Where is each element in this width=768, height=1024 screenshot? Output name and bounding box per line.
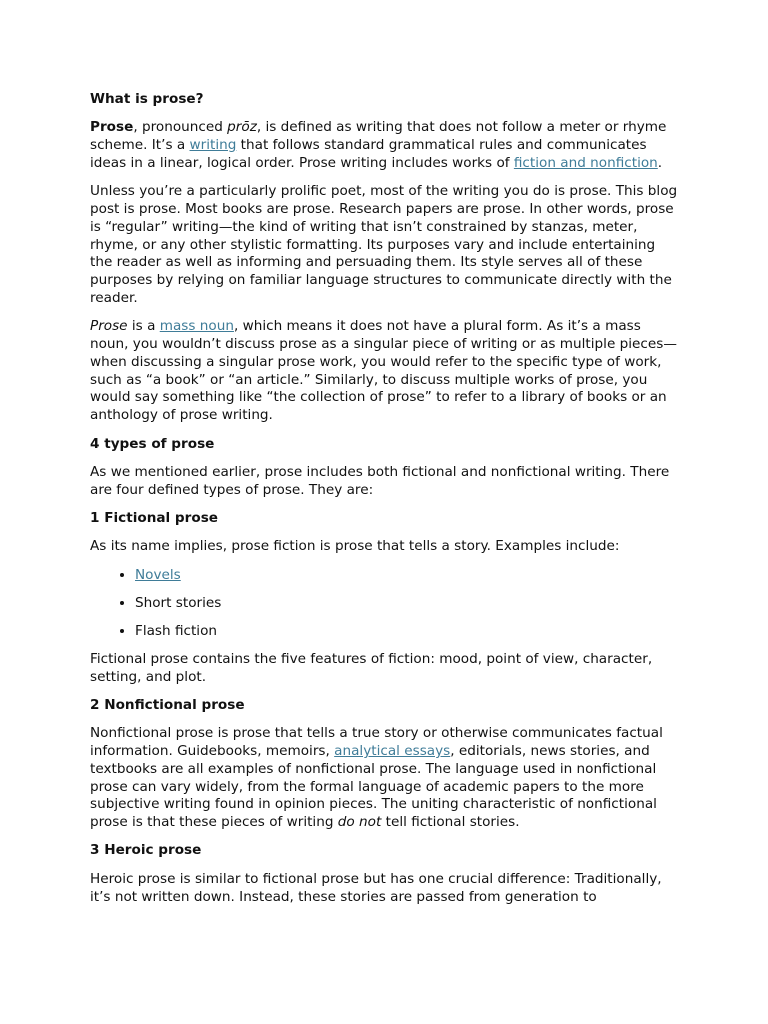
text-run: Nonfictional prose is prose that tells a true story or otherwise communicates factual information. Guidebooks, memoirs, xyxy=(90,725,663,759)
heading-what-is-prose: What is prose? xyxy=(90,91,204,107)
paragraph-regular-writing: Unless you’re a particularly prolific poet, most of the writing you do is prose. This blog post is prose. Most books are prose. Research papers are prose. In other words, prose is “regular” writing—the kind of writing that isn’t constrained by stanzas, meter, rhyme, or any other stylistic formatting. Its purposes vary and include entertaining the reader as well as informing and persuading them. Its style serves all of these purposes by relying on familiar language structures to communicate directly with the reader. xyxy=(90,183,678,306)
emphasis-do-not: do not xyxy=(337,814,382,831)
text-run: that follows standard grammatical rules and communicates ideas in a linear, logical order. Prose writing includes works of xyxy=(90,137,647,171)
paragraph-heroic: Heroic prose is similar to fictional prose but has one crucial difference: Traditionally, it’s not written down. Instead, these stories are passed from generation to xyxy=(90,870,662,905)
text-run: is a xyxy=(127,318,160,335)
paragraph-mass-noun xyxy=(90,318,680,425)
heading-types-of-prose: 4 types of prose xyxy=(90,435,215,452)
article-body xyxy=(90,91,680,917)
heading-nonfictional-prose: 2 Nonfictional prose xyxy=(90,696,245,713)
term-prose-italic: Prose xyxy=(90,318,128,335)
term-prose: Prose xyxy=(90,119,134,136)
link-analytical-essays[interactable]: analytical essays xyxy=(334,742,451,759)
link-mass-noun[interactable]: mass noun xyxy=(159,318,234,335)
paragraph-nonfiction xyxy=(90,725,680,832)
heading-heroic-prose: 3 Heroic prose xyxy=(90,842,202,859)
list-item: • Short stories xyxy=(135,595,680,613)
link-fiction-and-nonfiction[interactable]: fiction and nonfiction xyxy=(513,154,658,171)
fiction-examples-list xyxy=(90,567,680,641)
link-writing[interactable]: writing xyxy=(189,137,237,154)
paragraph-definition xyxy=(90,119,680,172)
link-novels[interactable]: Novels xyxy=(135,566,181,583)
text-run: . xyxy=(657,154,663,171)
paragraph-types-intro: As we mentioned earlier, prose includes both fictional and nonfictional writing. There are four defined types of prose. They are: xyxy=(90,463,670,498)
text-run: , pronounced xyxy=(133,119,228,136)
text-run: , editorials, news stories, and textbooks are all examples of nonfictional prose. The language used in nonfictional prose can vary widely, from the formal language of academic papers to the more subjective writing found in opinion pieces. The uniting characteristic of nonfictional prose is that these pieces of writing xyxy=(90,742,657,831)
heading-fictional-prose: 1 Fictional prose xyxy=(90,509,219,526)
paragraph-fiction-features: Fictional prose contains the five features of fiction: mood, point of view, character, setting, and plot. xyxy=(90,650,653,685)
pronunciation: prōz xyxy=(227,119,257,136)
text-run: tell fictional stories. xyxy=(381,814,520,831)
text-run: , is defined as writing that does not follow a meter or rhyme scheme. It’s a xyxy=(90,119,667,154)
list-item xyxy=(135,567,680,585)
paragraph-fiction-intro: As its name implies, prose fiction is prose that tells a story. Examples include: xyxy=(90,538,620,555)
text-run: , which means it does not have a plural form. As it’s a mass noun, you wouldn’t discuss prose as a singular piece of writing or as multiple pieces—when discussing a singular prose work, you would refer to the specific type of work, such as “a book” or “an article.” Similarly, to discuss multiple works of prose, you would say something like “the collection of prose” to refer to a library of books or an anthology of prose writing. xyxy=(90,318,677,424)
list-item: • Flash fiction xyxy=(135,623,680,641)
